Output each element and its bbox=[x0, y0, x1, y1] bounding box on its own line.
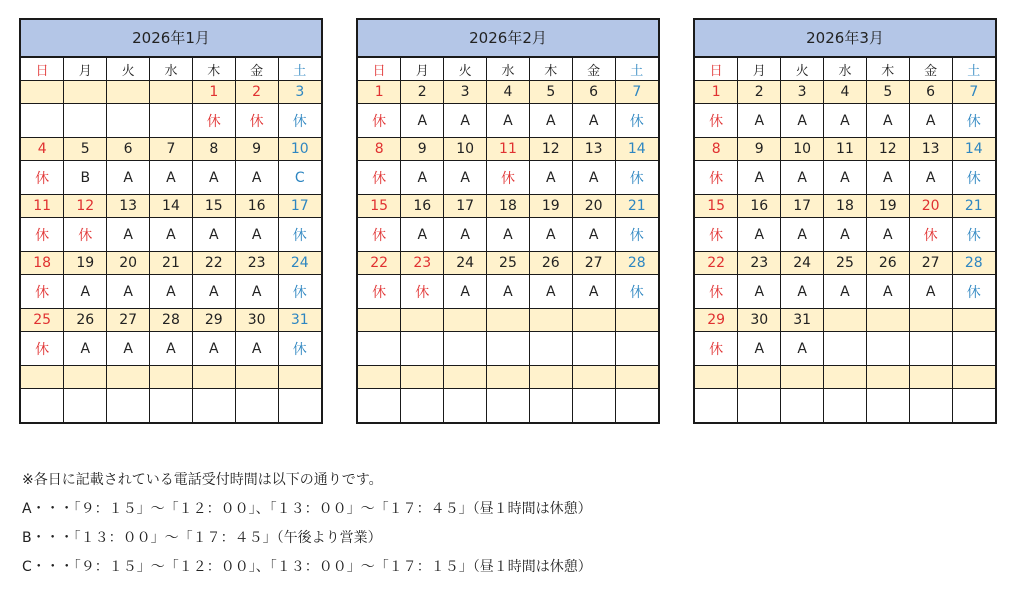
day-number-cell: 4 bbox=[824, 81, 867, 104]
day-number-cell: 2 bbox=[738, 81, 781, 104]
weekday-header: 日 bbox=[21, 58, 64, 81]
notes-section bbox=[22, 466, 592, 582]
hours-code-cell: 休 bbox=[358, 275, 401, 309]
hours-code-cell: 休 bbox=[952, 161, 995, 195]
hours-code-cell: A bbox=[866, 218, 909, 252]
day-number-cell: 8 bbox=[358, 138, 401, 161]
note-b: B・・・「１３：００」～「１７：４５」（午後より営業） bbox=[22, 530, 382, 546]
hours-code-cell bbox=[781, 389, 824, 423]
hours-code-cell: A bbox=[824, 161, 867, 195]
day-number-cell bbox=[64, 81, 107, 104]
hours-code-cell: A bbox=[107, 161, 150, 195]
day-number-cell bbox=[444, 366, 487, 389]
hours-code-cell bbox=[107, 104, 150, 138]
hours-code-cell: 休 bbox=[615, 161, 658, 195]
hours-code-cell: A bbox=[192, 275, 235, 309]
day-number-cell: 26 bbox=[529, 252, 572, 275]
day-number-cell bbox=[824, 366, 867, 389]
weekday-header: 水 bbox=[824, 58, 867, 81]
day-number-cell bbox=[487, 309, 530, 332]
day-number-cell bbox=[358, 366, 401, 389]
day-number-cell: 29 bbox=[192, 309, 235, 332]
day-number-cell: 4 bbox=[21, 138, 64, 161]
hours-code-cell: 休 bbox=[615, 218, 658, 252]
day-number-cell: 29 bbox=[695, 309, 738, 332]
hours-code-cell: 休 bbox=[235, 104, 278, 138]
hours-code-cell: A bbox=[150, 332, 193, 366]
calendar-mar bbox=[693, 18, 997, 424]
calendar-grid bbox=[695, 58, 995, 422]
day-number-cell: 5 bbox=[866, 81, 909, 104]
hours-code-cell: A bbox=[150, 161, 193, 195]
weekday-header: 水 bbox=[150, 58, 193, 81]
hours-code-cell: A bbox=[401, 104, 444, 138]
hours-code-cell bbox=[487, 332, 530, 366]
weekday-header: 木 bbox=[529, 58, 572, 81]
day-number-cell: 7 bbox=[952, 81, 995, 104]
weekday-header: 金 bbox=[235, 58, 278, 81]
hours-code-cell: 休 bbox=[278, 218, 321, 252]
hours-code-cell: A bbox=[738, 104, 781, 138]
hours-code-cell: B bbox=[64, 161, 107, 195]
hours-code-cell bbox=[358, 389, 401, 423]
day-number-cell: 20 bbox=[909, 195, 952, 218]
hours-code-cell: A bbox=[738, 218, 781, 252]
hours-code-cell bbox=[444, 389, 487, 423]
day-number-cell: 7 bbox=[615, 81, 658, 104]
hours-code-cell: A bbox=[444, 218, 487, 252]
day-number-cell bbox=[107, 81, 150, 104]
day-number-cell: 18 bbox=[487, 195, 530, 218]
hours-code-cell: A bbox=[107, 332, 150, 366]
hours-code-cell bbox=[909, 389, 952, 423]
day-number-cell bbox=[444, 309, 487, 332]
day-number-cell: 22 bbox=[192, 252, 235, 275]
day-number-cell bbox=[487, 366, 530, 389]
hours-code-cell: A bbox=[572, 275, 615, 309]
day-number-cell: 14 bbox=[952, 138, 995, 161]
hours-code-cell: A bbox=[738, 161, 781, 195]
hours-code-cell: 休 bbox=[695, 218, 738, 252]
day-number-cell: 19 bbox=[64, 252, 107, 275]
weekday-header: 土 bbox=[278, 58, 321, 81]
day-number-cell: 18 bbox=[824, 195, 867, 218]
day-number-cell: 31 bbox=[781, 309, 824, 332]
hours-code-cell: A bbox=[781, 275, 824, 309]
day-number-cell bbox=[235, 366, 278, 389]
day-number-cell bbox=[909, 366, 952, 389]
day-number-cell: 21 bbox=[150, 252, 193, 275]
day-number-cell: 8 bbox=[695, 138, 738, 161]
hours-code-cell: A bbox=[235, 161, 278, 195]
day-number-cell: 14 bbox=[615, 138, 658, 161]
day-number-cell: 18 bbox=[21, 252, 64, 275]
hours-code-cell: A bbox=[781, 218, 824, 252]
hours-code-cell: A bbox=[444, 161, 487, 195]
hours-code-cell: A bbox=[909, 161, 952, 195]
day-number-cell bbox=[781, 366, 824, 389]
hours-code-cell: A bbox=[487, 104, 530, 138]
hours-code-cell: C bbox=[278, 161, 321, 195]
day-number-cell: 17 bbox=[278, 195, 321, 218]
day-number-cell: 3 bbox=[444, 81, 487, 104]
day-number-cell: 11 bbox=[487, 138, 530, 161]
hours-code-cell: A bbox=[235, 332, 278, 366]
hours-code-cell bbox=[444, 332, 487, 366]
day-number-cell bbox=[529, 309, 572, 332]
day-number-cell bbox=[572, 366, 615, 389]
hours-code-cell bbox=[824, 389, 867, 423]
hours-code-cell: A bbox=[487, 275, 530, 309]
day-number-cell bbox=[909, 309, 952, 332]
day-number-cell: 6 bbox=[909, 81, 952, 104]
hours-code-cell: 休 bbox=[358, 104, 401, 138]
day-number-cell: 31 bbox=[278, 309, 321, 332]
weekday-header: 火 bbox=[444, 58, 487, 81]
hours-code-cell: A bbox=[192, 332, 235, 366]
day-number-cell: 7 bbox=[150, 138, 193, 161]
hours-code-cell: A bbox=[866, 161, 909, 195]
hours-code-cell: 休 bbox=[615, 104, 658, 138]
hours-code-cell: A bbox=[824, 275, 867, 309]
hours-code-cell: A bbox=[107, 218, 150, 252]
day-number-cell: 11 bbox=[21, 195, 64, 218]
hours-code-cell: A bbox=[529, 218, 572, 252]
day-number-cell: 25 bbox=[487, 252, 530, 275]
hours-code-cell bbox=[401, 389, 444, 423]
day-number-cell: 5 bbox=[64, 138, 107, 161]
weekday-header: 木 bbox=[192, 58, 235, 81]
weekday-header: 月 bbox=[64, 58, 107, 81]
hours-code-cell: A bbox=[401, 218, 444, 252]
weekday-header: 金 bbox=[572, 58, 615, 81]
hours-code-cell bbox=[572, 332, 615, 366]
day-number-cell: 28 bbox=[150, 309, 193, 332]
day-number-cell bbox=[278, 366, 321, 389]
day-number-cell bbox=[738, 366, 781, 389]
hours-code-cell: A bbox=[781, 332, 824, 366]
hours-code-cell: A bbox=[909, 104, 952, 138]
hours-code-cell bbox=[192, 389, 235, 423]
weekday-header: 水 bbox=[487, 58, 530, 81]
day-number-cell: 10 bbox=[444, 138, 487, 161]
hours-code-cell: A bbox=[64, 275, 107, 309]
weekday-header: 木 bbox=[866, 58, 909, 81]
day-number-cell: 11 bbox=[824, 138, 867, 161]
day-number-cell bbox=[952, 309, 995, 332]
hours-code-cell: A bbox=[444, 104, 487, 138]
day-number-cell: 21 bbox=[615, 195, 658, 218]
hours-code-cell: A bbox=[824, 218, 867, 252]
hours-code-cell: A bbox=[235, 218, 278, 252]
hours-code-cell bbox=[952, 389, 995, 423]
hours-code-cell: 休 bbox=[695, 161, 738, 195]
day-number-cell: 19 bbox=[866, 195, 909, 218]
day-number-cell: 1 bbox=[358, 81, 401, 104]
day-number-cell: 9 bbox=[235, 138, 278, 161]
hours-code-cell: 休 bbox=[358, 161, 401, 195]
day-number-cell bbox=[21, 81, 64, 104]
day-number-cell: 20 bbox=[572, 195, 615, 218]
hours-code-cell: A bbox=[909, 275, 952, 309]
notes-heading: ※各日に記載されている電話受付時間は以下の通りです。 bbox=[22, 472, 383, 488]
day-number-cell: 15 bbox=[358, 195, 401, 218]
hours-code-cell: 休 bbox=[278, 332, 321, 366]
day-number-cell: 14 bbox=[150, 195, 193, 218]
hours-code-cell: A bbox=[824, 104, 867, 138]
hours-code-cell: A bbox=[192, 161, 235, 195]
hours-code-cell bbox=[824, 332, 867, 366]
day-number-cell: 1 bbox=[695, 81, 738, 104]
day-number-cell: 12 bbox=[866, 138, 909, 161]
hours-code-cell: A bbox=[781, 161, 824, 195]
weekday-header: 月 bbox=[738, 58, 781, 81]
calendar-grid bbox=[358, 58, 658, 422]
weekday-header: 日 bbox=[695, 58, 738, 81]
day-number-cell: 16 bbox=[235, 195, 278, 218]
hours-code-cell bbox=[615, 332, 658, 366]
day-number-cell: 8 bbox=[192, 138, 235, 161]
day-number-cell bbox=[150, 366, 193, 389]
day-number-cell: 19 bbox=[529, 195, 572, 218]
hours-code-cell bbox=[909, 332, 952, 366]
hours-code-cell: A bbox=[866, 275, 909, 309]
day-number-cell: 15 bbox=[192, 195, 235, 218]
day-number-cell: 10 bbox=[781, 138, 824, 161]
day-number-cell: 17 bbox=[444, 195, 487, 218]
note-c: C・・・「９：１５」～「１２：００」、「１３：００」～「１７：１５」（昼１時間は休憩） bbox=[22, 559, 592, 575]
hours-code-cell bbox=[21, 104, 64, 138]
day-number-cell bbox=[107, 366, 150, 389]
hours-code-cell bbox=[21, 389, 64, 423]
day-number-cell: 25 bbox=[21, 309, 64, 332]
day-number-cell: 24 bbox=[781, 252, 824, 275]
day-number-cell: 12 bbox=[64, 195, 107, 218]
day-number-cell bbox=[572, 309, 615, 332]
hours-code-cell: A bbox=[572, 218, 615, 252]
note-a: A・・・「９：１５」～「１２：００」、「１３：００」～「１７：４５」（昼１時間は休憩） bbox=[22, 501, 592, 517]
hours-code-cell bbox=[64, 104, 107, 138]
hours-code-cell bbox=[572, 389, 615, 423]
hours-code-cell: 休 bbox=[358, 218, 401, 252]
hours-code-cell: 休 bbox=[695, 332, 738, 366]
hours-code-cell bbox=[738, 389, 781, 423]
hours-code-cell: A bbox=[444, 275, 487, 309]
day-number-cell bbox=[866, 366, 909, 389]
hours-code-cell: 休 bbox=[615, 275, 658, 309]
hours-code-cell: 休 bbox=[695, 104, 738, 138]
day-number-cell: 6 bbox=[572, 81, 615, 104]
day-number-cell bbox=[824, 309, 867, 332]
day-number-cell: 22 bbox=[358, 252, 401, 275]
day-number-cell: 28 bbox=[952, 252, 995, 275]
calendar-grid bbox=[21, 58, 321, 422]
hours-code-cell bbox=[150, 104, 193, 138]
hours-code-cell: A bbox=[529, 104, 572, 138]
hours-code-cell bbox=[866, 332, 909, 366]
day-number-cell bbox=[21, 366, 64, 389]
calendar-title: 2026年2月 bbox=[358, 20, 658, 58]
day-number-cell bbox=[615, 366, 658, 389]
day-number-cell: 23 bbox=[235, 252, 278, 275]
weekday-header: 金 bbox=[909, 58, 952, 81]
hours-code-cell: 休 bbox=[487, 161, 530, 195]
day-number-cell bbox=[64, 366, 107, 389]
day-number-cell bbox=[192, 366, 235, 389]
day-number-cell: 13 bbox=[909, 138, 952, 161]
hours-code-cell: A bbox=[738, 332, 781, 366]
day-number-cell: 4 bbox=[487, 81, 530, 104]
day-number-cell bbox=[150, 81, 193, 104]
day-number-cell: 3 bbox=[278, 81, 321, 104]
day-number-cell bbox=[952, 366, 995, 389]
day-number-cell: 24 bbox=[444, 252, 487, 275]
day-number-cell bbox=[615, 309, 658, 332]
day-number-cell: 20 bbox=[107, 252, 150, 275]
weekday-header: 火 bbox=[781, 58, 824, 81]
hours-code-cell bbox=[401, 332, 444, 366]
calendar-title: 2026年3月 bbox=[695, 20, 995, 58]
hours-code-cell: 休 bbox=[21, 332, 64, 366]
day-number-cell bbox=[866, 309, 909, 332]
hours-code-cell: A bbox=[192, 218, 235, 252]
day-number-cell: 9 bbox=[401, 138, 444, 161]
day-number-cell: 27 bbox=[909, 252, 952, 275]
day-number-cell: 30 bbox=[235, 309, 278, 332]
hours-code-cell bbox=[150, 389, 193, 423]
hours-code-cell bbox=[615, 389, 658, 423]
day-number-cell: 5 bbox=[529, 81, 572, 104]
weekday-header: 日 bbox=[358, 58, 401, 81]
hours-code-cell bbox=[358, 332, 401, 366]
hours-code-cell: 休 bbox=[401, 275, 444, 309]
hours-code-cell bbox=[235, 389, 278, 423]
hours-code-cell: A bbox=[64, 332, 107, 366]
hours-code-cell: 休 bbox=[278, 104, 321, 138]
hours-code-cell: A bbox=[487, 218, 530, 252]
weekday-header: 月 bbox=[401, 58, 444, 81]
hours-code-cell bbox=[64, 389, 107, 423]
hours-code-cell: A bbox=[107, 275, 150, 309]
hours-code-cell: 休 bbox=[21, 218, 64, 252]
hours-code-cell bbox=[952, 332, 995, 366]
hours-code-cell bbox=[695, 389, 738, 423]
day-number-cell: 3 bbox=[781, 81, 824, 104]
hours-code-cell: A bbox=[150, 218, 193, 252]
day-number-cell: 6 bbox=[107, 138, 150, 161]
hours-code-cell: 休 bbox=[192, 104, 235, 138]
hours-code-cell: 休 bbox=[695, 275, 738, 309]
hours-code-cell bbox=[107, 389, 150, 423]
day-number-cell: 24 bbox=[278, 252, 321, 275]
hours-code-cell: 休 bbox=[278, 275, 321, 309]
day-number-cell: 27 bbox=[572, 252, 615, 275]
hours-code-cell bbox=[529, 332, 572, 366]
day-number-cell: 22 bbox=[695, 252, 738, 275]
day-number-cell: 16 bbox=[401, 195, 444, 218]
hours-code-cell: A bbox=[572, 104, 615, 138]
hours-code-cell: 休 bbox=[952, 104, 995, 138]
day-number-cell: 23 bbox=[401, 252, 444, 275]
day-number-cell: 15 bbox=[695, 195, 738, 218]
day-number-cell: 26 bbox=[64, 309, 107, 332]
day-number-cell: 17 bbox=[781, 195, 824, 218]
hours-code-cell: A bbox=[529, 275, 572, 309]
day-number-cell bbox=[529, 366, 572, 389]
hours-code-cell bbox=[487, 389, 530, 423]
hours-code-cell: A bbox=[781, 104, 824, 138]
day-number-cell: 30 bbox=[738, 309, 781, 332]
hours-code-cell: 休 bbox=[952, 218, 995, 252]
hours-code-cell: A bbox=[738, 275, 781, 309]
day-number-cell: 21 bbox=[952, 195, 995, 218]
day-number-cell bbox=[358, 309, 401, 332]
day-number-cell bbox=[695, 366, 738, 389]
weekday-header: 火 bbox=[107, 58, 150, 81]
day-number-cell: 13 bbox=[107, 195, 150, 218]
hours-code-cell: A bbox=[401, 161, 444, 195]
hours-code-cell: A bbox=[529, 161, 572, 195]
hours-code-cell: A bbox=[150, 275, 193, 309]
day-number-cell: 28 bbox=[615, 252, 658, 275]
hours-code-cell: 休 bbox=[952, 275, 995, 309]
day-number-cell bbox=[401, 366, 444, 389]
day-number-cell: 13 bbox=[572, 138, 615, 161]
hours-code-cell: A bbox=[235, 275, 278, 309]
weekday-header: 土 bbox=[615, 58, 658, 81]
day-number-cell: 26 bbox=[866, 252, 909, 275]
hours-code-cell bbox=[278, 389, 321, 423]
day-number-cell: 25 bbox=[824, 252, 867, 275]
day-number-cell: 2 bbox=[401, 81, 444, 104]
day-number-cell: 27 bbox=[107, 309, 150, 332]
hours-code-cell bbox=[866, 389, 909, 423]
hours-code-cell bbox=[529, 389, 572, 423]
day-number-cell: 23 bbox=[738, 252, 781, 275]
weekday-header: 土 bbox=[952, 58, 995, 81]
hours-code-cell: 休 bbox=[64, 218, 107, 252]
calendar-feb bbox=[356, 18, 660, 424]
day-number-cell: 9 bbox=[738, 138, 781, 161]
hours-code-cell: 休 bbox=[21, 275, 64, 309]
calendar-title: 2026年1月 bbox=[21, 20, 321, 58]
day-number-cell: 16 bbox=[738, 195, 781, 218]
day-number-cell bbox=[401, 309, 444, 332]
day-number-cell: 1 bbox=[192, 81, 235, 104]
calendar-jan bbox=[19, 18, 323, 424]
hours-code-cell: 休 bbox=[909, 218, 952, 252]
day-number-cell: 12 bbox=[529, 138, 572, 161]
hours-code-cell: A bbox=[572, 161, 615, 195]
day-number-cell: 2 bbox=[235, 81, 278, 104]
hours-code-cell: A bbox=[866, 104, 909, 138]
hours-code-cell: 休 bbox=[21, 161, 64, 195]
day-number-cell: 10 bbox=[278, 138, 321, 161]
